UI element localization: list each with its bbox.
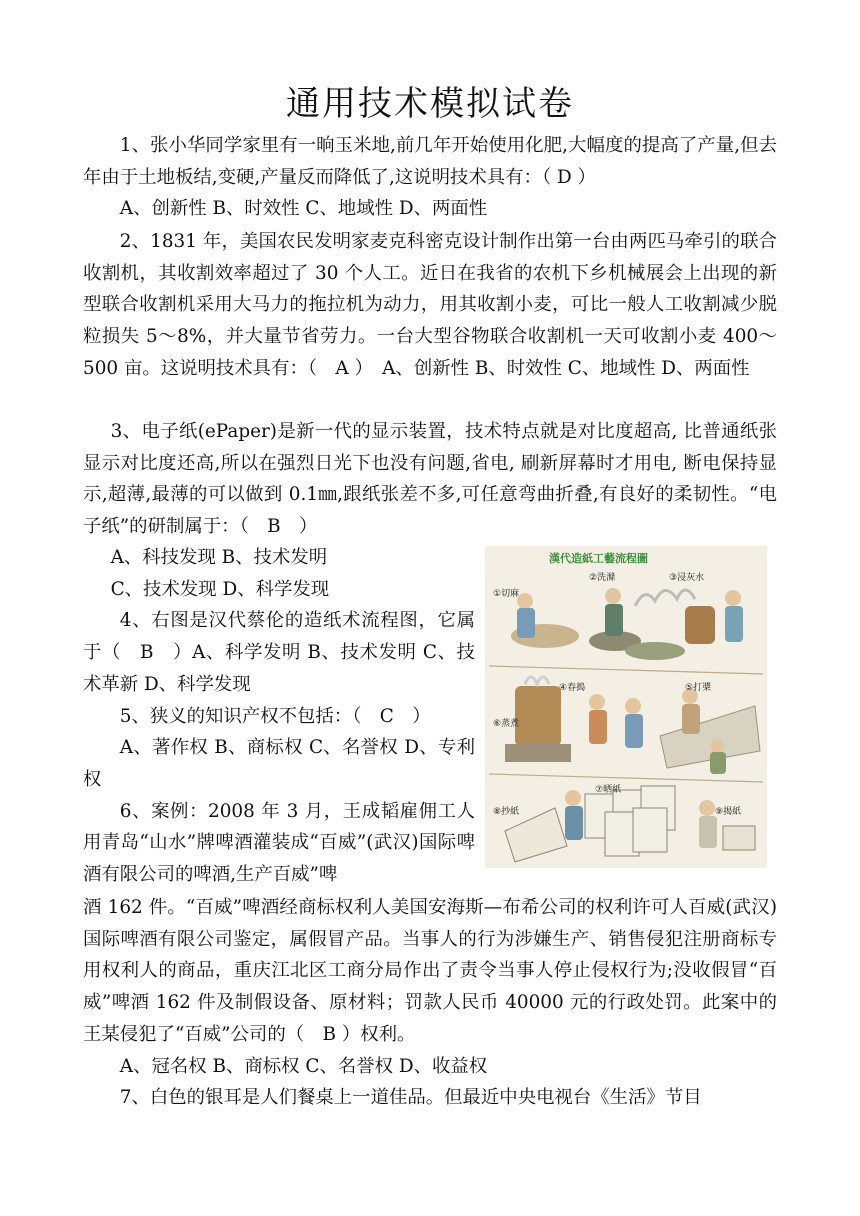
question-5-text: 5、狭义的知识产权不包括：（ C ）	[119, 705, 431, 727]
question-3-options-2: C、技术发现 D、科学发现	[110, 578, 330, 600]
figure-step-8: ⑧抄紙	[493, 807, 520, 817]
figure-step-4: ④春搗	[559, 683, 586, 693]
papermaking-illustration	[485, 546, 767, 868]
figure-step-1: ①切麻	[493, 589, 520, 599]
question-2-text: 2、1831 年，美国农民发明家麦克科密克设计制作出第一台由两匹马牵引的联合收割机，其收割效率超过了 30 个人工。近日在我省的农机下乡机械展会上出现的新型联合收割机采用大马力的拖拉机为动力，用其收割小麦，可比一般人工收割减少脱粒损失 5～8%，并大量节省劳力。一台大型谷物联合收割机一天可收割小麦 400～500 亩。这说明技术具有：（ A ） A、创新性 B、时效性 C、地域性 D、两面性	[83, 231, 777, 379]
question-7-text: 7、白色的银耳是人们餐桌上一道佳品。但最近中央电视台《生活》节目	[119, 1087, 702, 1109]
figure-title: 漢代造紙工藝流程圖	[549, 552, 648, 565]
question-1-text: 1、张小华同学家里有一晌玉米地,前几年开始使用化肥,大幅度的提高了产量,但去年由于土地板结,变硬,产量反而降低了,这说明技术具有：（ D ）	[83, 135, 777, 188]
question-3	[83, 416, 777, 543]
figure-step-7: ⑦晒紙	[595, 785, 622, 795]
figure-step-3: ③浸灰水	[669, 573, 705, 583]
question-1-options: A、创新性 B、时效性 C、地域性 D、两面性	[119, 198, 488, 220]
narrow-column	[83, 542, 475, 891]
question-4-text: 4、右图是汉代蔡伦的造纸术流程图，它属于（ B ）A、科学发明 B、技术发明 C、技术革新 D、科学发现	[83, 610, 475, 695]
question-6-text-part2: 酒 162 件。“百威”啤酒经商标权利人美国安海斯—布希公司的权利许可人百威(武汉)国际啤酒有限公司鉴定，属假冒产品。当事人的行为涉嫌生产、销售侵犯注册商标专用权利人的商品，重庆江北区工商分局作出了责令当事人停止侵权行为;没收假冒“百威”啤酒 162 件及制假设备、原材料；罚款人民币 40000 元的行政处罚。此案中的王某侵犯了“百威”公司的（ B ）权利。	[83, 897, 777, 1045]
page-title: 通用技术模拟试卷	[286, 84, 574, 124]
question-6-continued	[83, 892, 777, 1114]
figure-step-6: ⑥蒸煮	[493, 719, 520, 729]
figure-step-2: ②洗滌	[589, 573, 616, 583]
question-6-text-part1: 6、案例：2008 年 3 月，王成韬雇佣工人用青岛“山水”牌啤酒灌装成“百威”(武汉)国际啤酒有限公司的啤酒,生产百威”啤	[83, 800, 475, 886]
question-3-text: 3、电子纸(ePaper)是新一代的显示装置，技术特点就是对比度超高, 比普通纸张显示对比度还高,所以在强烈日光下也没有问题,省电, 刷新屏幕时才用电, 断电保持显示,超薄,最薄的可以做到 0.1㎜,跟纸张差不多,可任意弯曲折叠,有良好的柔韧性。“电子纸”的研制属于：（ B ）	[83, 421, 777, 538]
question-6-options: A、冠名权 B、商标权 C、名誉权 D、收益权	[119, 1055, 488, 1077]
papermaking-process-figure	[485, 546, 767, 868]
question-3-options-1: A、科技发现 B、技术发明	[110, 547, 328, 568]
figure-step-5: ⑤打槳	[685, 683, 712, 693]
question-1	[83, 130, 777, 225]
question-5-options: A、著作权 B、商标权 C、名誉权 D、专利权	[83, 737, 475, 790]
figure-step-9: ⑨揭紙	[715, 807, 742, 817]
question-2	[83, 226, 777, 385]
